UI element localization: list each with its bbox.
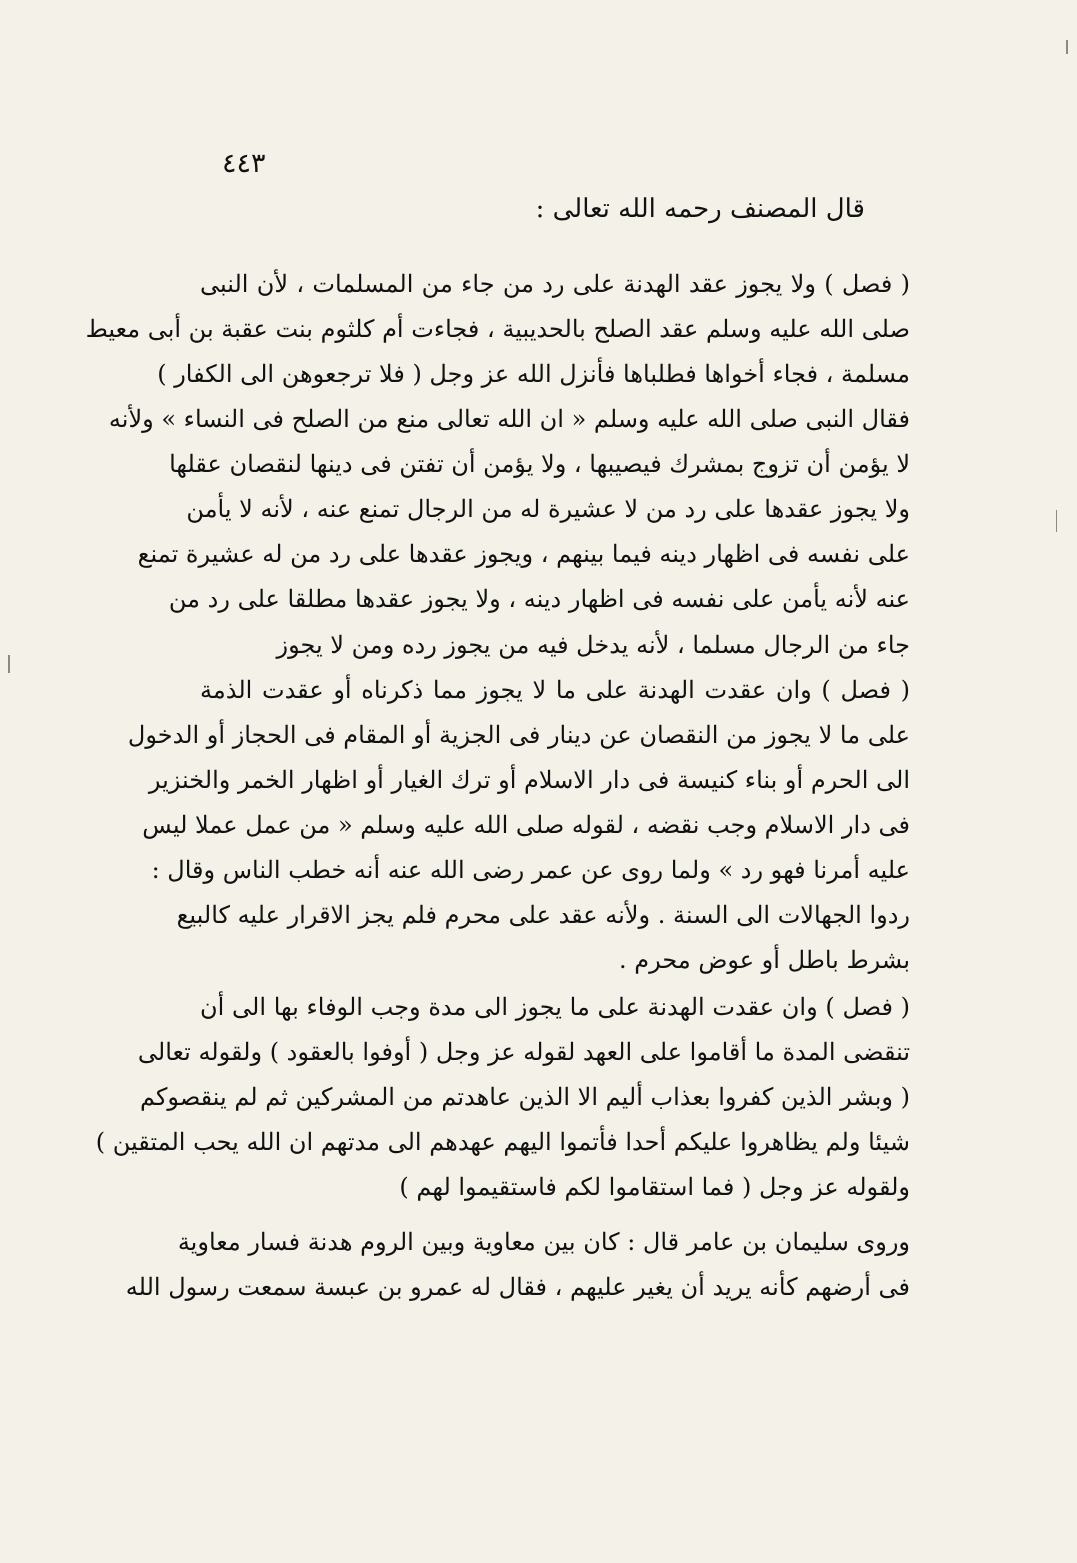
text-line: الى الحرم أو بناء كنيسة فى دار الاسلام أو ترك الغيار أو اظهار الخمر والخنزير — [148, 766, 910, 794]
text-line: مسلمة ، فجاء أخواها فطلباها فأنزل الله عز وجل ( فلا ترجعوهن الى الكفار ) — [157, 360, 910, 388]
text-line: ( فصل ) ولا يجوز عقد الهدنة على رد من جاء من المسلمات ، لأن النبى — [200, 270, 910, 298]
text-line: صلى الله عليه وسلم عقد الصلح بالحديبية ، فجاءت أم كلثوم بنت عقبة بن أبى معيط — [85, 315, 910, 343]
scan-edge-mark — [1066, 40, 1068, 54]
text-line: ( فصل ) وان عقدت الهدنة على ما يجوز الى مدة وجب الوفاء بها الى أن — [200, 993, 910, 1021]
text-line: جاء من الرجال مسلما ، لأنه يدخل فيه من يجوز رده ومن لا يجوز — [276, 631, 910, 659]
text-line: عليه أمرنا فهو رد » ولما روى عن عمر رضى الله عنه أنه خطب الناس وقال : — [151, 856, 910, 884]
text-line: على ما لا يجوز من النقصان عن دينار فى الجزية أو المقام فى الحجاز أو الدخول — [127, 721, 910, 749]
scan-edge-mark — [8, 655, 10, 673]
text-line: على نفسه فى اظهار دينه فيما بينهم ، ويجوز عقدها على رد من له عشيرة تمنع — [137, 540, 910, 568]
text-line: لا يؤمن أن تزوج بمشرك فيصيبها ، ولا يؤمن أن تفتن فى دينها لنقصان عقلها — [169, 450, 910, 478]
scan-edge-mark — [1056, 510, 1057, 532]
text-line: تنقضى المدة ما أقاموا على العهد لقوله عز وجل ( أوفوا بالعقود ) ولقوله تعالى — [137, 1038, 910, 1066]
text-line: وروى سليمان بن عامر قال : كان بين معاوية وبين الروم هدنة فسار معاوية — [177, 1228, 910, 1256]
text-line: عنه لأنه يأمن على نفسه فى اظهار دينه ، ولا يجوز عقدها مطلقا على رد من — [168, 585, 910, 613]
section-header: قال المصنف رحمه الله تعالى : — [535, 194, 865, 224]
page-number: ٤٤٣ — [222, 148, 266, 179]
text-line: ( فصل ) وان عقدت الهدنة على ما لا يجوز مما ذكرناه أو عقدت الذمة — [200, 676, 910, 704]
text-line: ردوا الجهالات الى السنة . ولأنه عقد على محرم فلم يجز الاقرار عليه كالبيع — [176, 901, 910, 929]
text-line: ( وبشر الذين كفروا بعذاب أليم الا الذين عاهدتم من المشركين ثم لم ينقصوكم — [140, 1083, 910, 1111]
text-line: فى دار الاسلام وجب نقضه ، لقوله صلى الله عليه وسلم « من عمل عملا ليس — [142, 811, 910, 839]
text-line: فى أرضهم كأنه يريد أن يغير عليهم ، فقال له عمرو بن عبسة سمعت رسول الله — [125, 1273, 910, 1301]
text-line: بشرط باطل أو عوض محرم . — [618, 946, 910, 974]
text-line: ولقوله عز وجل ( فما استقاموا لكم فاستقيموا لهم ) — [399, 1173, 910, 1201]
text-line: شيئا ولم يظاهروا عليكم أحدا فأتموا اليهم عهدهم الى مدتهم ان الله يحب المتقين ) — [95, 1128, 910, 1156]
text-line: ولا يجوز عقدها على رد من لا عشيرة له من الرجال تمنع عنه ، لأنه لا يأمن — [186, 495, 910, 523]
text-line: فقال النبى صلى الله عليه وسلم « ان الله تعالى منع من الصلح فى النساء » ولأنه — [108, 405, 910, 433]
